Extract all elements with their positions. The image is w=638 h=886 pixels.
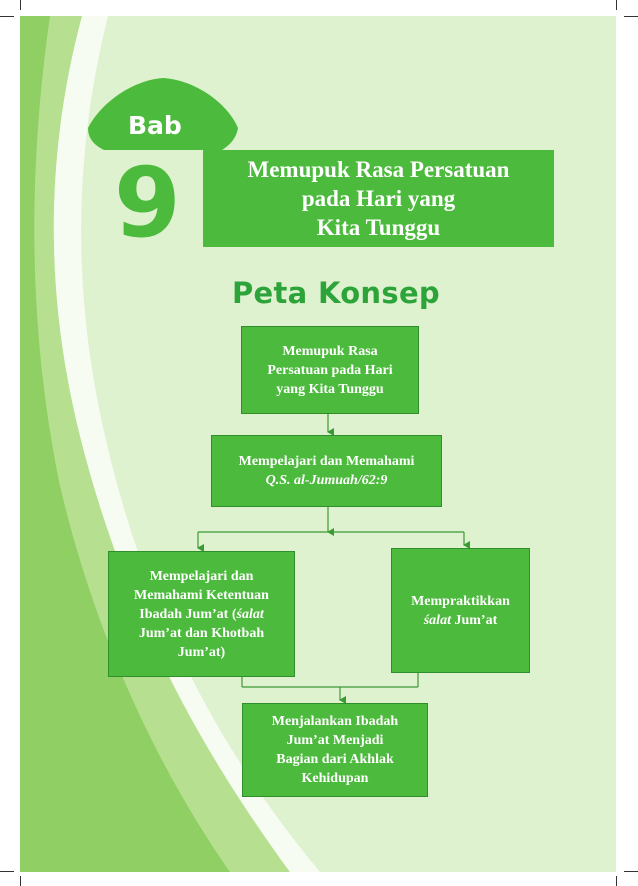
chapter-title-line: Memupuk Rasa Persatuan <box>247 157 510 182</box>
node-text-line: Bagian dari Akhlak <box>276 752 394 767</box>
node-text-line: Mempraktikkan <box>411 593 510 609</box>
concept-node-left <box>108 551 295 677</box>
node-text-italic: śalat <box>423 612 451 628</box>
node-text-line: Memupuk Rasa <box>282 343 378 359</box>
node-text-line: Mempelajari dan <box>149 568 254 584</box>
section-heading: Peta Konsep <box>232 276 440 310</box>
node-text-line <box>424 611 498 630</box>
node-text-line: Kehidupan <box>301 771 369 786</box>
node-text-line: yang Kita Tunggu <box>276 381 384 397</box>
chapter-number: 9 <box>114 147 181 259</box>
node-text-part: Jum’at <box>450 612 498 628</box>
node-text-line: Menjalankan Ibadah <box>271 714 399 729</box>
node-text-line: Memahami Ketentuan <box>134 587 269 603</box>
concept-node-root <box>241 326 419 414</box>
node-text-line: Persatuan pada Hari <box>267 362 393 378</box>
node-text-line: Jum’at) <box>177 644 226 660</box>
chapter-title-line: Kita Tunggu <box>316 215 441 240</box>
chapter-label: Bab <box>128 111 182 140</box>
concept-node-bottom <box>242 703 428 797</box>
node-text-italic: Q.S. al-Jumuah/62:9 <box>265 473 388 488</box>
node-text-line: Jum’at dan Khotbah <box>138 625 265 641</box>
node-text-line: Jum’at Menjadi <box>286 733 384 748</box>
node-text-line <box>266 471 388 490</box>
node-text-line: Mempelajari dan Memahami <box>238 454 415 469</box>
node-text-line <box>139 605 263 624</box>
chapter-title-line: pada Hari yang <box>301 186 456 211</box>
concept-node-right <box>391 548 530 673</box>
node-text-part: Ibadah Jum’at ( <box>139 606 237 622</box>
node-text-italic: śalat <box>236 606 264 622</box>
concept-node-level2 <box>211 435 442 507</box>
